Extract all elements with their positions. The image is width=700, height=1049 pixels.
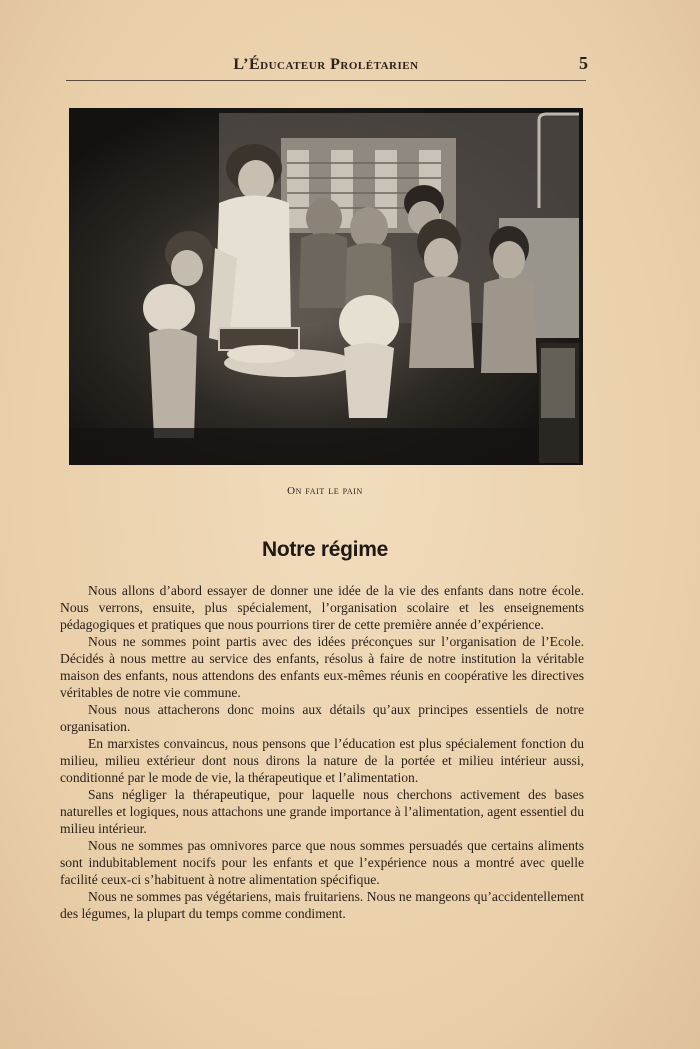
- article-title: Notre régime: [262, 538, 388, 561]
- running-title: L’Éducateur Prolétarien: [233, 56, 419, 73]
- paragraph: Nous ne sommes point partis avec des idées préconçues sur l’organisation de l’Ecole. Décidés à nous mettre au service des enfants, résolus à faire de notre institution la véritable maison des enfants, nous attendons des enfants eux-mêmes réunis en coopérative les directives véritables de notre vie commune.: [60, 634, 584, 700]
- page-number: 5: [579, 53, 588, 73]
- paragraph: Nous ne sommes pas omnivores parce que nous sommes persuadés que certains aliments sont indubitablement nocifs pour les enfants et que l’expérience nous a montré avec quelle facilité ceux-ci s’habituent à notre alimentation spécifique.: [60, 838, 584, 887]
- paragraph: Nous ne sommes pas végétariens, mais fruitariens. Nous ne mangeons qu’accidentellement des légumes, la plupart du temps comme condiment.: [60, 889, 584, 921]
- article-body: [60, 582, 584, 922]
- paragraph: Sans négliger la thérapeutique, pour laquelle nous cherchons activement des bases naturelles et logiques, nous attachons une grande importance à l’alimentation, agent essentiel du milieu intérieur.: [60, 787, 584, 836]
- photograph: [69, 108, 583, 465]
- paragraph: Nous allons d’abord essayer de donner une idée de la vie des enfants dans notre école. Nous verrons, ensuite, plus spécialement, l’organisation scolaire et les enseignements pédagogiques et pratiques que nous pourrions tirer de cette première année d’expérience.: [60, 583, 584, 632]
- paragraph: En marxistes convaincus, nous pensons que l’éducation est plus spécialement fonction du milieu, milieu extérieur dont nous dirons la nature de la portée et milieu intérieur aussi, conditionné par le mode de vie, la thérapeutique et l’alimentation.: [60, 736, 584, 785]
- photo-caption: On fait le pain: [287, 485, 363, 497]
- running-header: [66, 52, 586, 81]
- paragraph: Nous nous attacherons donc moins aux détails qu’aux principes essentiels de notre organisation.: [60, 702, 584, 734]
